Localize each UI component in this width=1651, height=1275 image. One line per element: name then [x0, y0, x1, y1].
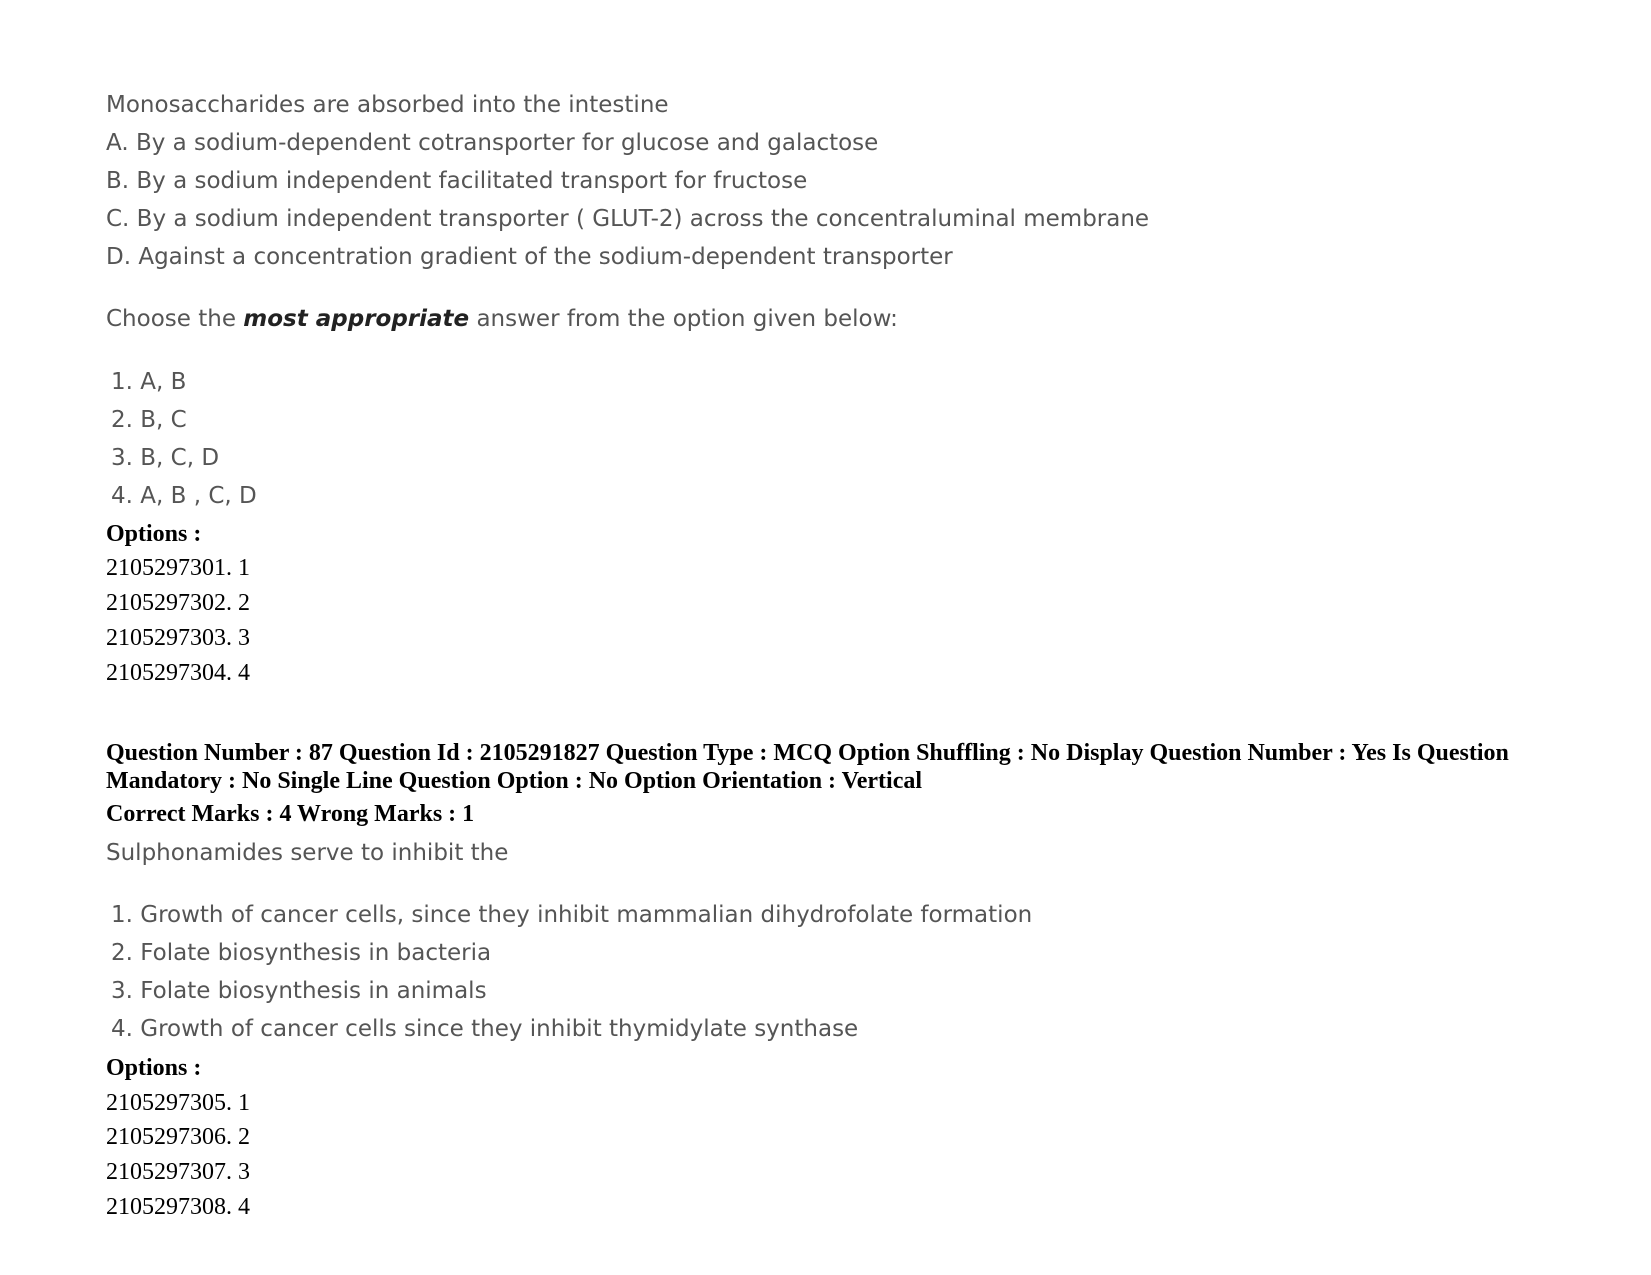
q86-choice-2: 2. B, C [111, 407, 187, 433]
q86-option-3: 2105297303. 3 [106, 625, 250, 651]
question-86-stem: Monosaccharides are absorbed into the intestine [106, 92, 669, 118]
q87-meta: Question Number : 87 Question Id : 2105291827 Question Type : MCQ Option Shuffling : No Display Question Number : Yes Is Question Mandatory : No Single Line Question Option : No Option Orientation : Vertical [106, 740, 1509, 794]
q87-option-4: 2105297308. 4 [106, 1194, 250, 1220]
q86-options-label: Options : [106, 521, 202, 547]
instruction-suffix: answer from the option given below: [469, 306, 898, 332]
question-87-stem: Sulphonamides serve to inhibit the [106, 840, 509, 866]
q86-choice-4: 4. A, B , C, D [111, 483, 257, 509]
q86-option-2: 2105297302. 2 [106, 590, 250, 616]
q86-choice-3: 3. B, C, D [111, 445, 220, 471]
q87-options-label: Options : [106, 1055, 202, 1081]
q87-option-1: 2105297305. 1 [106, 1090, 250, 1116]
q87-option-3: 2105297307. 3 [106, 1159, 250, 1185]
q86-choice-1: 1. A, B [111, 369, 187, 395]
instruction-prefix: Choose the [106, 306, 244, 332]
q86-option-4: 2105297304. 4 [106, 660, 250, 686]
q87-option-2: 2105297306. 2 [106, 1124, 250, 1150]
q87-choice-1: 1. Growth of cancer cells, since they inhibit mammalian dihydrofolate formation [111, 902, 1033, 928]
statement-d: D. Against a concentration gradient of the sodium-dependent transporter [106, 244, 953, 270]
q87-marks: Correct Marks : 4 Wrong Marks : 1 [106, 801, 475, 827]
statement-a: A. By a sodium-dependent cotransporter for glucose and galactose [106, 130, 879, 156]
statement-b: B. By a sodium independent facilitated transport for fructose [106, 168, 808, 194]
statement-c: C. By a sodium independent transporter ( GLUT-2) across the concentraluminal membrane [106, 206, 1150, 232]
q87-choice-4: 4. Growth of cancer cells since they inhibit thymidylate synthase [111, 1016, 859, 1042]
q86-option-1: 2105297301. 1 [106, 555, 250, 581]
q87-choice-2: 2. Folate biosynthesis in bacteria [111, 940, 492, 966]
instruction-emphasis: most appropriate [243, 306, 470, 332]
q87-choice-3: 3. Folate biosynthesis in animals [111, 978, 487, 1004]
instruction [106, 308, 898, 331]
